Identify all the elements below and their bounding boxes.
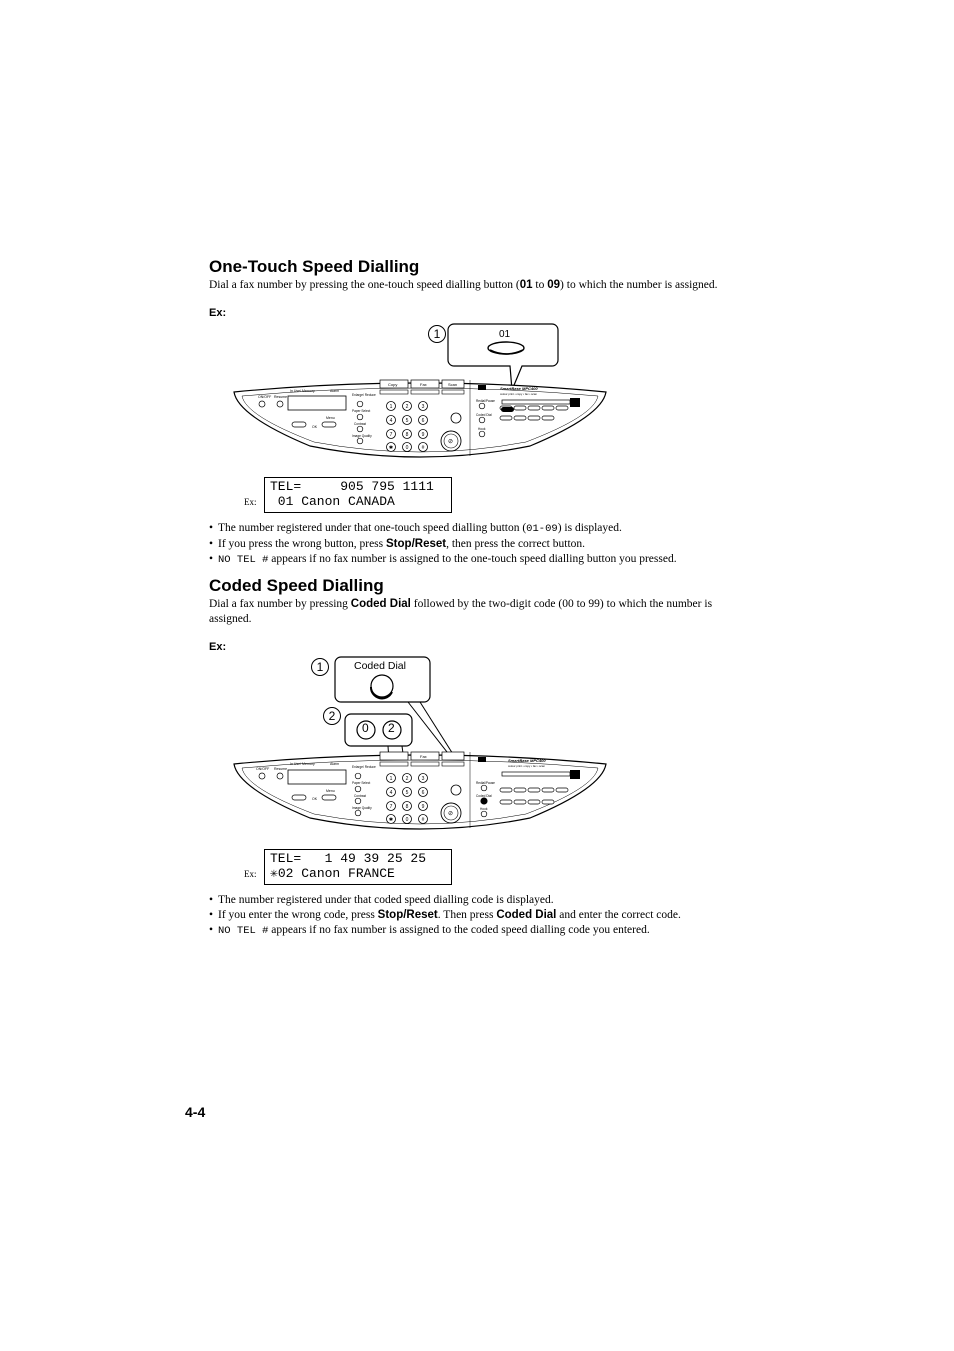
bullet-item: • NO TEL # appears if no fax number is assigned to the one-touch speed dialling button you pressed. (209, 552, 677, 568)
display-ex-label: Ex: (244, 869, 257, 879)
panel-onoff-label: ON/OFF (258, 395, 272, 399)
intro-text: Dial a fax number by pressing the one-touch speed dialling button ( (209, 279, 520, 291)
panel-coded-label: Coded Dial (476, 413, 492, 417)
svg-text:9: 9 (421, 804, 425, 810)
svg-text:Enlarge/ Reduce: Enlarge/ Reduce (352, 765, 376, 769)
svg-text:3: 3 (421, 404, 425, 410)
lcd-display-one-touch (264, 477, 452, 513)
lcd-display-coded (264, 849, 452, 885)
svg-text:Resume: Resume (274, 767, 288, 771)
intro-key-01: 01 (519, 279, 533, 291)
panel-contrast-label: Contrast (354, 422, 367, 426)
lcd-line-1: TEL= 1 49 39 25 25 (270, 851, 427, 866)
panel-enlarge-label: Enlarge/ Reduce (352, 393, 376, 397)
svg-text:Paper Select: Paper Select (352, 781, 371, 785)
svg-text:⊘: ⊘ (448, 811, 454, 817)
svg-text:6: 6 (421, 790, 425, 796)
lcd-line-1: TEL= 905 795 1111 (270, 479, 434, 494)
panel-resume-label: Resume (274, 395, 288, 399)
callout-number-2: 2 (323, 707, 341, 725)
intro-text: ) to which the number is assigned. (560, 279, 718, 291)
svg-text:#: # (421, 817, 425, 823)
bullet-list-one-touch (209, 521, 677, 567)
svg-text:✱: ✱ (388, 817, 394, 823)
panel-ok-label: OK (312, 425, 318, 429)
svg-text:Alarm: Alarm (330, 762, 340, 766)
callout-label-coded-dial: Coded Dial (354, 660, 406, 672)
svg-text:6: 6 (421, 418, 425, 424)
svg-text:5: 5 (405, 790, 409, 796)
svg-text:2: 2 (405, 776, 409, 782)
svg-text:7: 7 (389, 432, 393, 438)
intro-key-09: 09 (547, 279, 561, 291)
lcd-line-2: 01 Canon CANADA (270, 494, 395, 509)
panel-copy-label: Copy (388, 382, 398, 387)
svg-text:8: 8 (405, 432, 409, 438)
svg-text:8: 8 (405, 804, 409, 810)
panel-alarm-label: Alarm (330, 389, 340, 393)
panel-fax-label: Fax (420, 382, 427, 387)
svg-text:⊘: ⊘ (448, 439, 454, 445)
section-heading-one-touch: One-Touch Speed Dialling (209, 257, 420, 276)
svg-text:OK: OK (312, 797, 318, 801)
svg-text:colour print • copy • fax • sc: colour print • copy • fax • scan (508, 764, 545, 768)
svg-text:✱: ✱ (388, 445, 394, 451)
section-intro-one-touch (209, 278, 718, 293)
svg-text:Contrast: Contrast (354, 794, 367, 798)
example-label: Ex: (209, 307, 227, 319)
svg-text:3: 3 (421, 776, 425, 782)
svg-text:0: 0 (405, 445, 409, 451)
section-intro-coded: Dial a fax number by pressing Coded Dial followed by the two-digit code (00 to 99) to which the number is assigned. (209, 598, 713, 625)
panel-redial-label: Redial/Pause (476, 399, 495, 403)
svg-text:Menu: Menu (326, 789, 335, 793)
panel-menu-label: Menu (326, 416, 335, 420)
bullet-list-coded (209, 893, 681, 938)
bullet-item: • The number registered under that one-touch speed dialling button (01-09) is displayed. (209, 521, 677, 537)
svg-text:#: # (421, 445, 425, 451)
example-label: Ex: (209, 641, 227, 653)
bullet-item: • NO TEL # appears if no fax number is assigned to the coded speed dialling code you entered. (209, 923, 681, 939)
panel-quality-label: Image Quality (352, 434, 372, 438)
bullet-item: • The number registered under that coded speed dialling code is displayed. (209, 893, 681, 908)
panel-memory-label: In Use/ Memory (290, 389, 315, 393)
coded-dial-button-icon (371, 675, 393, 697)
svg-text:Coded Dial: Coded Dial (476, 794, 492, 798)
callout-digit-2: 2 (388, 721, 395, 735)
intro-text: to (532, 279, 548, 291)
svg-text:0: 0 (405, 817, 409, 823)
callout-number-1: 1 (428, 325, 446, 343)
svg-text:In Use/ Memory: In Use/ Memory (290, 762, 315, 766)
svg-text:Image Quality: Image Quality (352, 806, 372, 810)
page-number: 4-4 (185, 1104, 206, 1120)
lcd-line-2: ✳02 Canon FRANCE (270, 866, 395, 881)
svg-text:1: 1 (389, 404, 393, 410)
control-panel-illustration (230, 376, 610, 464)
svg-text:SmartBase MPC400: SmartBase MPC400 (508, 758, 546, 763)
panel-paper-label: Paper Select (352, 409, 371, 413)
svg-text:Redial/Pause: Redial/Pause (476, 781, 495, 785)
svg-text:4: 4 (389, 418, 393, 424)
svg-text:4: 4 (389, 790, 393, 796)
section-heading-coded: Coded Speed Dialling (209, 576, 384, 595)
svg-text:Fax: Fax (420, 754, 427, 759)
svg-text:ON/OFF: ON/OFF (256, 767, 270, 771)
display-ex-label: Ex: (244, 497, 257, 507)
svg-text:2: 2 (405, 404, 409, 410)
svg-text:Hook: Hook (480, 807, 488, 811)
control-panel-illustration (230, 748, 610, 836)
callout-label-01: 01 (499, 329, 511, 340)
panel-hook-label: Hook (478, 427, 486, 431)
panel-scan-label: Scan (448, 382, 458, 387)
svg-text:7: 7 (389, 804, 393, 810)
callout-number-1: 1 (311, 658, 329, 676)
highlighted-one-touch-button (500, 405, 516, 415)
panel-brand: SmartBase MPC400 (500, 386, 538, 391)
svg-text:5: 5 (405, 418, 409, 424)
svg-text:1: 1 (389, 776, 393, 782)
panel-tagline: colour print • copy • fax • scan (500, 392, 537, 396)
callout-digit-0: 0 (362, 721, 369, 735)
bullet-item: • If you press the wrong button, press Stop/Reset, then press the correct button. (209, 537, 677, 552)
svg-text:9: 9 (421, 432, 425, 438)
bullet-item: • If you enter the wrong code, press Stop/Reset. Then press Coded Dial and enter the correct code. (209, 908, 681, 923)
